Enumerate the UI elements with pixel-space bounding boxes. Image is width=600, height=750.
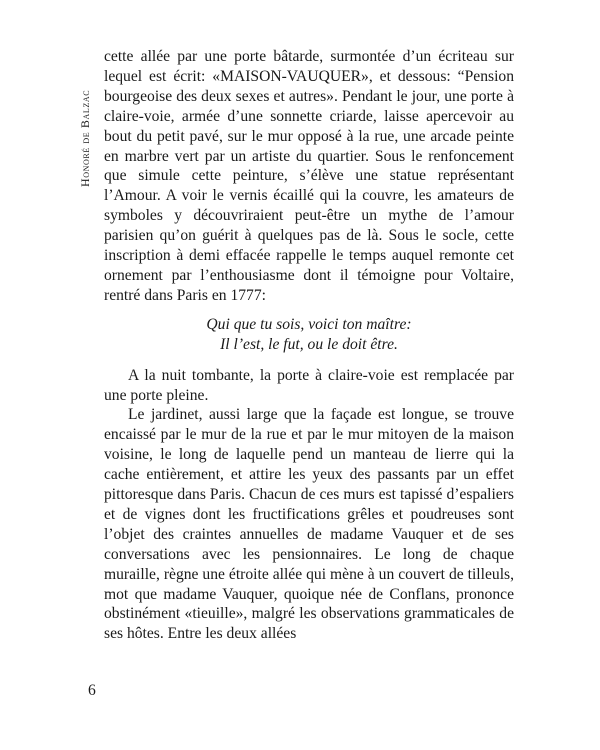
paragraph-night: A la nuit tombante, la porte à claire-voie est remplacée par une porte pleine.	[104, 366, 514, 404]
running-head-author: Honoré de Balzac	[78, 89, 92, 187]
epigraph-line-1: Qui que tu sois, voici ton maître:	[206, 315, 412, 333]
paragraph-continuation: cette allée par une porte bâtarde, surmontée d’un écriteau sur lequel est écrit: «MAISON-VAUQUER», et dessous: “Pension bourgeoise des deux sexes et autres». Pendant le jour, une porte à claire-voie, armée d’une sonnette criarde, laisse apercevoir au bout du petit pavé, sur le mur opposé à la rue, une arcade peinte en marbre vert par un artiste du quartier. Sous le renfoncement que simule cette peinture, s’élève une statue représentant l’Amour. A voir le vernis écaillé qui la couvre, les amateurs de symboles y découvriraient peut-être un mythe de l’amour parisien qu’on guérit à quelques pas de là. Sous le socle, cette inscription à demi effacée rappelle le temps auquel remonte cet ornement par l’enthousiasme dont il témoigne pour Voltaire, rentré dans Paris en 1777:	[104, 48, 514, 304]
page-number: 6	[88, 682, 96, 699]
epigraph-line-2: Il l’est, le fut, ou le doit être.	[220, 335, 398, 353]
paragraph-jardinet: Le jardinet, aussi large que la façade est longue, se trouve encaissé par le mur de la rue et par le mur mitoyen de la maison voisine, le long de laquelle pend un manteau de lierre qui la cache entièrement, et attire les yeux des passants par un effet pittoresque dans Paris. Chacun de ces murs est tapissé d’espaliers et de vignes dont les fructifications grêles et poudreuses sont l’objet des craintes annuelles de madame Vauquer et de ses conversations avec les pensionnaires. Le long de chaque muraille, règne une étroite allée qui mène à un couvert de tilleuls, mot que madame Vauquer, quoique née de Conflans, prononce obstinément «tieuille», malgré les observations grammaticales de ses hôtes. Entre les deux allées	[104, 406, 514, 643]
running-head	[78, 90, 93, 187]
epigraph	[104, 315, 514, 355]
body-text	[104, 47, 514, 644]
